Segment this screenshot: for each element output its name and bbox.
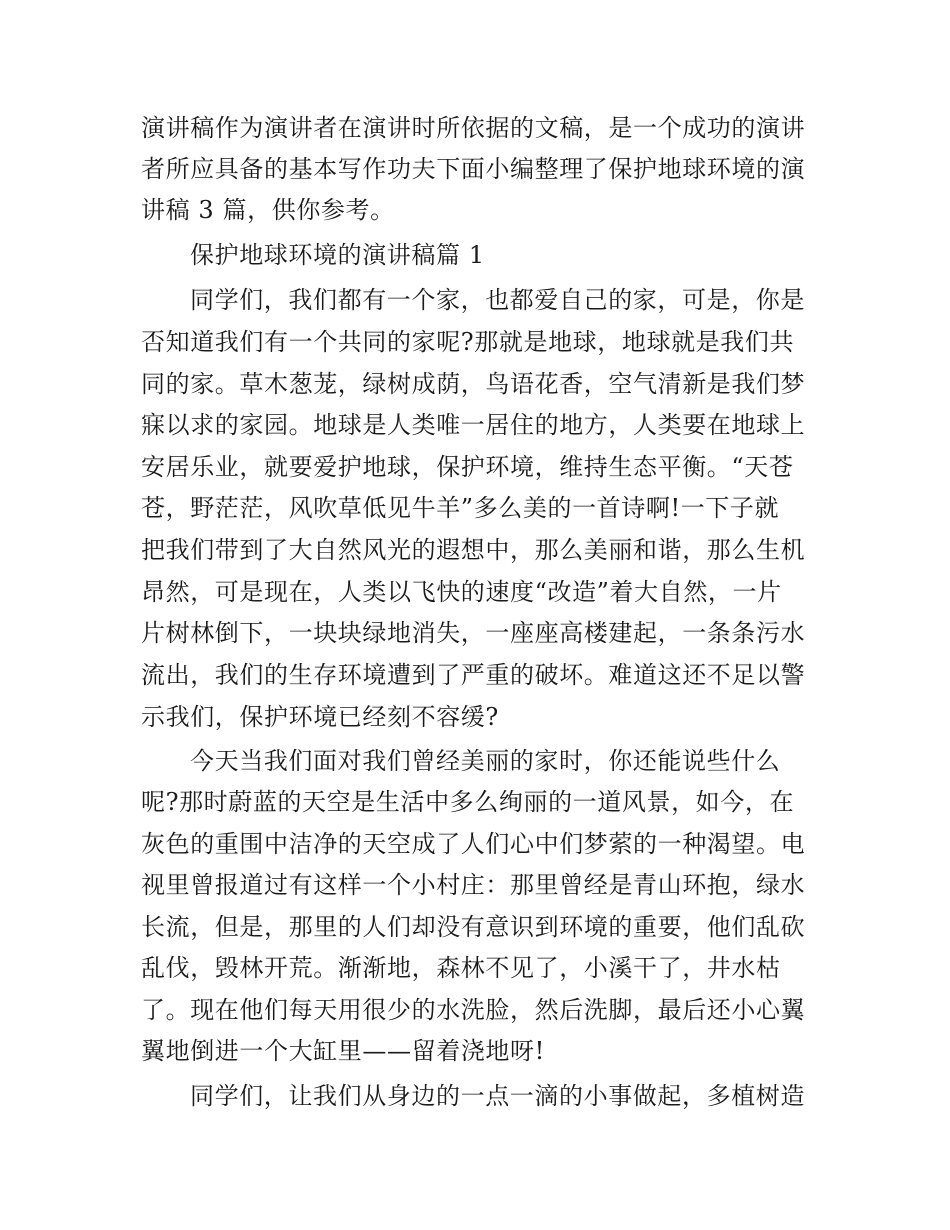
text-line: 翼地倒进一个大缸里——留着浇地呀! bbox=[141, 1037, 545, 1065]
text-line: 寐以求的家园。地球是人类唯一居住的地方，人类要在地球上 bbox=[141, 411, 806, 439]
text-line: 者所应具备的基本写作功夫下面小编整理了保护地球环境的演 bbox=[141, 155, 806, 183]
text-line: 灰色的重围中洁净的天空成了人们心中们梦萦的一种渴望。电 bbox=[141, 830, 806, 858]
text-line: 了。现在他们每天用很少的水洗脸，然后洗脚，最后还小心翼 bbox=[141, 996, 806, 1024]
text-line: 同的家。草木葱茏，绿树成荫，鸟语花香，空气清新是我们梦 bbox=[141, 370, 806, 398]
section-heading: 保护地球环境的演讲稿篇 1 bbox=[190, 241, 485, 269]
text-line: 演讲稿作为演讲者在演讲时所依据的文稿，是一个成功的演讲 bbox=[141, 114, 806, 142]
text-line: 示我们，保护环境已经刻不容缓? bbox=[141, 703, 499, 731]
text-line: 流出，我们的生存环境遭到了严重的破坏。难道这还不足以警 bbox=[141, 661, 806, 689]
text-line: 讲稿 3 篇，供你参考。 bbox=[141, 196, 395, 224]
text-line: 片树林倒下，一块块绿地消失，一座座高楼建起，一条条污水 bbox=[141, 619, 806, 647]
text-line: 视里曾报道过有这样一个小村庄：那里曾经是青山环抱，绿水 bbox=[141, 871, 806, 899]
text-line: 长流，但是，那里的人们却没有意识到环境的重要，他们乱砍 bbox=[141, 913, 806, 941]
text-line: 苍，野茫茫，风吹草低见牛羊”多么美的一首诗啊!一下子就 bbox=[141, 494, 780, 522]
text-line: 昂然，可是现在，人类以飞快的速度“改造”着大自然，一片 bbox=[141, 578, 782, 606]
text-line: 同学们，我们都有一个家，也都爱自己的家，可是，你是 bbox=[190, 286, 805, 314]
text-line: 把我们带到了大自然风光的遐想中，那么美丽和谐，那么生机 bbox=[141, 536, 806, 564]
text-line: 呢?那时蔚蓝的天空是生活中多么绚丽的一道风景，如今，在 bbox=[141, 788, 795, 816]
text-line: 乱伐，毁林开荒。渐渐地，森林不见了，小溪干了，井水枯 bbox=[141, 954, 781, 982]
text-line: 今天当我们面对我们曾经美丽的家时，你还能说些什么 bbox=[190, 747, 781, 775]
text-line: 安居乐业，就要爱护地球，保护环境，维持生态平衡。“天苍 bbox=[141, 453, 794, 481]
text-line: 同学们，让我们从身边的一点一滴的小事做起，多植树造 bbox=[190, 1082, 805, 1110]
text-line: 否知道我们有一个共同的家呢?那就是地球，地球就是我们共 bbox=[141, 328, 795, 356]
